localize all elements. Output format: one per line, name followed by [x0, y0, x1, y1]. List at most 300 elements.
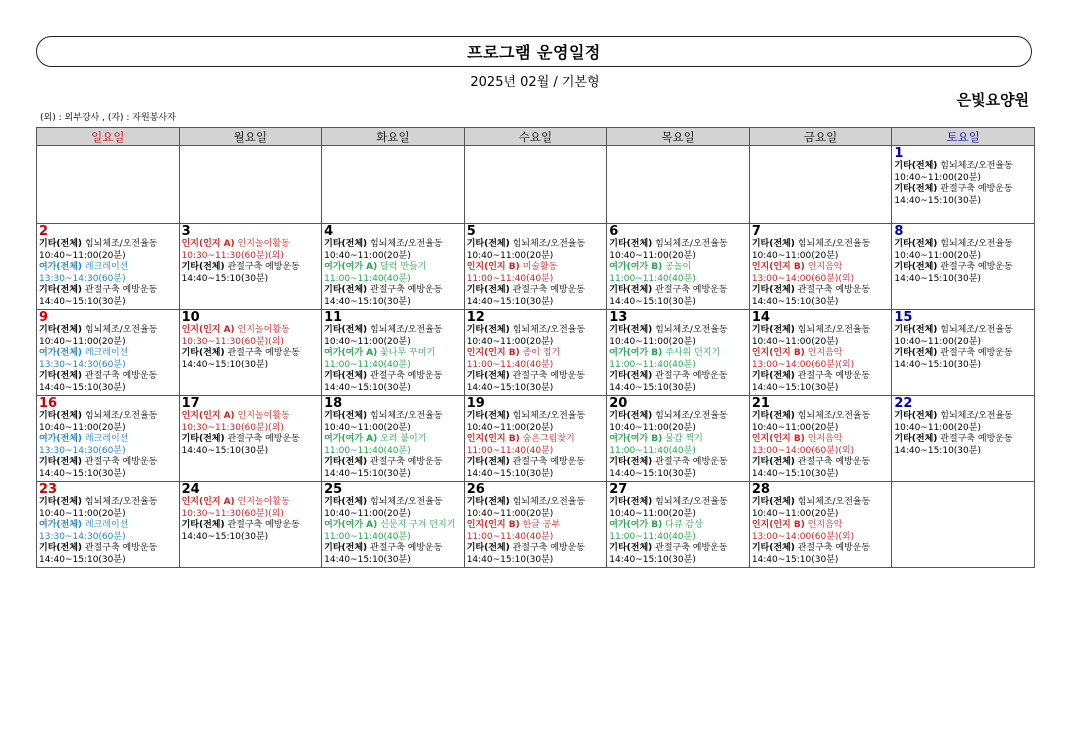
- event-category: 인지(인지 B): [751, 434, 805, 444]
- program-event: [894, 161, 1032, 184]
- event-name: 관절구축 예방운동: [84, 457, 158, 467]
- program-event: [894, 325, 1032, 348]
- event-time: 11:00~11:40(40분): [466, 359, 554, 370]
- event-time: 14:40~15:10(30분): [894, 195, 981, 206]
- program-event: [324, 371, 462, 394]
- event-time: 14:40~15:10(30분): [751, 296, 839, 307]
- event-name: 힘뇌체조/오전율동: [940, 239, 1013, 249]
- day-number: 9: [39, 310, 49, 325]
- event-name: 힘뇌체조/오전율동: [797, 325, 871, 335]
- event-time: 14:40~15:10(30분): [39, 468, 126, 479]
- event-name: 관절구축 예방운동: [797, 371, 871, 381]
- program-event: [894, 184, 1032, 207]
- event-name: 관절구축 예방운동: [655, 543, 728, 553]
- event-time: 10:30~11:30(60분)(외): [181, 250, 284, 261]
- event-time: 11:00~11:40(40분): [466, 531, 554, 542]
- program-event: [609, 239, 747, 262]
- event-category: 기타(전체): [181, 348, 225, 358]
- weekday-header-row: [37, 128, 1035, 146]
- program-event: [182, 434, 320, 457]
- program-event: [894, 411, 1032, 434]
- event-time: 14:40~15:10(30분): [894, 359, 981, 370]
- day-cell: [892, 310, 1035, 396]
- event-time: 10:40~11:00(20분): [894, 250, 981, 261]
- event-time: 10:40~11:00(20분): [609, 336, 696, 347]
- event-name: 오려 붙이기: [380, 434, 427, 444]
- program-event: [182, 325, 320, 348]
- event-time: 10:40~11:00(20분): [39, 250, 126, 261]
- program-event: [752, 520, 890, 543]
- day-cell: [607, 224, 750, 310]
- event-category: 기타(전체): [324, 239, 368, 249]
- weekday-header: 월요일: [179, 128, 322, 146]
- event-time: 14:40~15:10(30분): [466, 296, 554, 307]
- event-name: 관절구축 예방운동: [797, 543, 871, 553]
- program-event: [467, 348, 605, 371]
- event-category: 기타(전체): [609, 371, 653, 381]
- event-category: 인지(인지 B): [466, 520, 520, 530]
- day-number: 6: [609, 224, 619, 239]
- program-event: [467, 285, 605, 308]
- event-category: 기타(전체): [609, 457, 653, 467]
- day-cell: [749, 482, 892, 568]
- program-event: [609, 371, 747, 394]
- event-name: 힘뇌체조/오전율동: [655, 411, 728, 421]
- event-time: 14:40~15:10(30분): [39, 382, 126, 393]
- event-name: 인지놀이활동: [237, 325, 290, 335]
- day-number: 19: [466, 396, 485, 411]
- event-name: 관절구축 예방운동: [940, 434, 1013, 444]
- event-category: 기타(전체): [609, 497, 653, 507]
- event-time: 11:00~11:40(40분): [324, 445, 411, 456]
- event-time: 13:30~14:30(60분): [39, 445, 126, 456]
- program-event: [182, 348, 320, 371]
- event-category: 기타(전체): [751, 497, 795, 507]
- program-event: [182, 497, 320, 520]
- day-cell: [749, 310, 892, 396]
- program-event: [609, 543, 747, 566]
- event-name: 레크레이션: [84, 348, 129, 358]
- event-name: 한글 공부: [522, 520, 561, 530]
- event-time: 14:40~15:10(30분): [466, 468, 554, 479]
- program-event: [182, 520, 320, 543]
- program-event: [39, 325, 177, 348]
- day-number: 2: [39, 224, 49, 239]
- event-category: 기타(전체): [181, 434, 225, 444]
- event-time: 13:00~14:00(60분)(외): [751, 531, 855, 542]
- event-name: 힘뇌체조/오전율동: [512, 325, 586, 335]
- program-event: [609, 325, 747, 348]
- event-name: 레크레이션: [84, 262, 129, 272]
- event-name: 관절구축 예방운동: [370, 457, 443, 467]
- event-category: 여가(여가 B): [609, 262, 663, 272]
- weekday-header: 금요일: [749, 128, 892, 146]
- program-event: [182, 239, 320, 262]
- event-time: 10:40~11:00(20분): [609, 508, 696, 519]
- day-cell: [892, 146, 1035, 224]
- day-number: 1: [894, 146, 904, 161]
- event-time: 14:40~15:10(30분): [39, 554, 126, 565]
- day-cell: [37, 224, 180, 310]
- event-name: 관절구축 예방운동: [940, 348, 1013, 358]
- event-name: 인지놀이활동: [237, 497, 290, 507]
- event-time: 14:40~15:10(30분): [181, 531, 269, 542]
- program-event: [324, 411, 462, 434]
- empty-day-cell: [892, 482, 1035, 568]
- program-event: [467, 239, 605, 262]
- event-category: 기타(전체): [609, 543, 653, 553]
- event-time: 10:40~11:00(20분): [39, 336, 126, 347]
- event-name: 힘뇌체조/오전율동: [370, 497, 443, 507]
- day-number: 21: [751, 396, 770, 411]
- program-event: [609, 497, 747, 520]
- program-event: [609, 457, 747, 480]
- event-name: 힘뇌체조/오전율동: [655, 239, 728, 249]
- event-name: 힘뇌체조/오전율동: [370, 239, 443, 249]
- event-time: 14:40~15:10(30분): [324, 554, 411, 565]
- program-event: [39, 543, 177, 566]
- event-name: 관절구축 예방운동: [655, 457, 728, 467]
- program-event: [609, 411, 747, 434]
- event-time: 10:40~11:00(20분): [466, 250, 554, 261]
- day-cell: [37, 482, 180, 568]
- program-event: [609, 434, 747, 457]
- program-event: [752, 348, 890, 371]
- event-category: 기타(전체): [894, 239, 938, 249]
- program-event: [752, 262, 890, 285]
- day-cell: [179, 396, 322, 482]
- event-time: 13:00~14:00(60분)(외): [751, 445, 855, 456]
- event-category: 기타(전체): [609, 411, 653, 421]
- event-category: 기타(전체): [894, 184, 938, 194]
- event-category: 기타(전체): [466, 239, 510, 249]
- event-time: 13:30~14:30(60분): [39, 531, 126, 542]
- day-cell: [179, 310, 322, 396]
- event-category: 기타(전체): [466, 285, 510, 295]
- event-category: 기타(전체): [751, 371, 795, 381]
- event-category: 기타(전체): [324, 371, 368, 381]
- day-number: 28: [751, 482, 770, 497]
- event-category: 기타(전체): [39, 497, 83, 507]
- event-time: 10:30~11:30(60분)(외): [181, 508, 284, 519]
- event-time: 11:00~11:40(40분): [324, 531, 411, 542]
- day-number: 5: [466, 224, 476, 239]
- weekday-header: 토요일: [892, 128, 1035, 146]
- event-time: 14:40~15:10(30분): [609, 382, 696, 393]
- event-category: 기타(전체): [39, 239, 83, 249]
- program-event: [752, 239, 890, 262]
- event-category: 기타(전체): [466, 543, 510, 553]
- event-name: 주사위 던지기: [665, 348, 721, 358]
- event-name: 관절구축 예방운동: [655, 285, 728, 295]
- event-category: 여가(전체): [39, 262, 83, 272]
- event-name: 힘뇌체조/오전율동: [797, 411, 871, 421]
- day-number: 14: [751, 310, 770, 325]
- event-time: 10:30~11:30(60분)(외): [181, 336, 284, 347]
- event-time: 11:00~11:40(40분): [609, 359, 696, 370]
- program-event: [467, 497, 605, 520]
- day-cell: [749, 396, 892, 482]
- day-cell: [464, 224, 607, 310]
- event-name: 신문지 구겨 던지기: [380, 520, 456, 530]
- event-category: 인지(인지 B): [466, 348, 520, 358]
- event-name: 인지놀이활동: [237, 411, 290, 421]
- event-name: 종이 접기: [522, 348, 561, 358]
- page-title: 프로그램 운영일정: [36, 36, 1032, 67]
- program-event: [467, 457, 605, 480]
- day-cell: [464, 482, 607, 568]
- event-name: 힘뇌체조/오전율동: [655, 497, 728, 507]
- event-name: 관절구축 예방운동: [84, 371, 158, 381]
- week-row: [37, 396, 1035, 482]
- empty-day-cell: [322, 146, 465, 224]
- event-category: 기타(전체): [609, 325, 653, 335]
- event-time: 13:30~14:30(60분): [39, 273, 126, 284]
- weekday-header: 일요일: [37, 128, 180, 146]
- event-time: 13:00~14:00(60분)(외): [751, 359, 855, 370]
- day-cell: [892, 396, 1035, 482]
- event-time: 11:00~11:40(40분): [609, 531, 696, 542]
- event-time: 14:40~15:10(30분): [466, 554, 554, 565]
- event-name: 힘뇌체조/오전율동: [797, 497, 871, 507]
- weekday-header: 목요일: [607, 128, 750, 146]
- day-number: 15: [894, 310, 913, 325]
- program-event: [894, 262, 1032, 285]
- program-event: [752, 497, 890, 520]
- program-event: [324, 434, 462, 457]
- day-number: 26: [466, 482, 485, 497]
- event-category: 기타(전체): [466, 371, 510, 381]
- calendar-table: [36, 127, 1035, 568]
- day-cell: [464, 396, 607, 482]
- program-event: [467, 325, 605, 348]
- event-time: 14:40~15:10(30분): [894, 445, 981, 456]
- program-event: [324, 348, 462, 371]
- event-category: 기타(전체): [39, 371, 83, 381]
- event-name: 레크레이션: [84, 434, 129, 444]
- event-name: 힘뇌체조/오전율동: [512, 497, 586, 507]
- event-time: 13:00~14:00(60분)(외): [751, 273, 855, 284]
- day-cell: [607, 396, 750, 482]
- event-name: 힘뇌체조/오전율동: [370, 411, 443, 421]
- program-event: [467, 262, 605, 285]
- event-category: 기타(전체): [751, 325, 795, 335]
- program-event: [752, 543, 890, 566]
- program-event: [467, 543, 605, 566]
- event-time: 11:00~11:40(40분): [324, 359, 411, 370]
- day-cell: [179, 224, 322, 310]
- program-event: [467, 371, 605, 394]
- event-category: 기타(전체): [894, 348, 938, 358]
- calendar-body: [37, 146, 1035, 568]
- day-number: 27: [609, 482, 628, 497]
- event-category: 여가(여가 B): [609, 434, 663, 444]
- event-category: 여가(전체): [39, 434, 83, 444]
- program-event: [182, 262, 320, 285]
- event-category: 기타(전체): [324, 285, 368, 295]
- event-time: 10:40~11:00(20분): [466, 336, 554, 347]
- event-name: 공놀이: [665, 262, 692, 272]
- day-number: 10: [181, 310, 200, 325]
- event-time: 14:40~15:10(30분): [324, 382, 411, 393]
- event-name: 관절구축 예방운동: [227, 434, 300, 444]
- event-time: 13:30~14:30(60분): [39, 359, 126, 370]
- event-time: 14:40~15:10(30분): [324, 296, 411, 307]
- event-name: 관절구축 예방운동: [512, 285, 585, 295]
- week-row: [37, 310, 1035, 396]
- program-event: [609, 262, 747, 285]
- day-cell: [322, 310, 465, 396]
- day-cell: [322, 482, 465, 568]
- program-event: [467, 434, 605, 457]
- event-category: 기타(전체): [39, 285, 83, 295]
- legend-note: (외) : 외부강사 , (자) : 자원봉사자: [40, 113, 176, 123]
- event-name: 관절구축 예방운동: [227, 520, 300, 530]
- event-name: 인지음악: [807, 520, 843, 530]
- day-number: 18: [324, 396, 343, 411]
- event-category: 기타(전체): [894, 325, 938, 335]
- program-event: [182, 411, 320, 434]
- empty-day-cell: [179, 146, 322, 224]
- event-name: 관절구축 예방운동: [370, 543, 443, 553]
- event-time: 14:40~15:10(30분): [181, 359, 269, 370]
- event-name: 관절구축 예방운동: [797, 285, 871, 295]
- event-time: 11:00~11:40(40분): [324, 273, 411, 284]
- day-cell: [749, 224, 892, 310]
- event-category: 기타(전체): [324, 497, 368, 507]
- day-number: 22: [894, 396, 913, 411]
- program-event: [752, 285, 890, 308]
- day-cell: [607, 482, 750, 568]
- event-category: 기타(전체): [181, 262, 225, 272]
- event-category: 인지(인지 A): [181, 239, 235, 249]
- event-name: 힘뇌체조/오전율동: [84, 411, 158, 421]
- day-number: 4: [324, 224, 334, 239]
- event-name: 관절구축 예방운동: [940, 184, 1013, 194]
- schedule-subtitle: 2025년 02월 / 기본형: [470, 75, 600, 90]
- event-time: 14:40~15:10(30분): [181, 273, 269, 284]
- event-name: 관절구축 예방운동: [512, 457, 585, 467]
- event-category: 기타(전체): [751, 457, 795, 467]
- event-name: 레크레이션: [84, 520, 129, 530]
- event-time: 14:40~15:10(30분): [609, 296, 696, 307]
- event-time: 11:00~11:40(40분): [609, 273, 696, 284]
- event-category: 기타(전체): [39, 411, 83, 421]
- event-name: 관절구축 예방운동: [797, 457, 871, 467]
- day-number: 23: [39, 482, 58, 497]
- program-event: [39, 285, 177, 308]
- event-category: 기타(전체): [181, 520, 225, 530]
- day-cell: [179, 482, 322, 568]
- event-time: 14:40~15:10(30분): [609, 468, 696, 479]
- event-time: 10:40~11:00(20분): [751, 422, 839, 433]
- program-event: [39, 434, 177, 457]
- event-category: 인지(인지 B): [751, 262, 805, 272]
- event-time: 11:00~11:40(40분): [466, 273, 554, 284]
- program-event: [609, 348, 747, 371]
- event-category: 기타(전체): [894, 262, 938, 272]
- program-event: [39, 348, 177, 371]
- event-category: 인지(인지 A): [181, 411, 235, 421]
- event-time: 10:40~11:00(20분): [466, 422, 554, 433]
- event-category: 기타(전체): [751, 543, 795, 553]
- event-category: 기타(전체): [39, 325, 83, 335]
- event-time: 10:40~11:00(20분): [609, 250, 696, 261]
- event-name: 꽃나무 꾸미기: [380, 348, 436, 358]
- event-name: 다큐 감상: [665, 520, 703, 530]
- program-event: [324, 497, 462, 520]
- week-row: [37, 146, 1035, 224]
- event-name: 관절구축 예방운동: [370, 371, 443, 381]
- event-time: 10:40~11:00(20분): [39, 508, 126, 519]
- event-time: 10:40~11:00(20분): [751, 508, 839, 519]
- event-category: 기타(전체): [466, 411, 510, 421]
- week-row: [37, 224, 1035, 310]
- event-name: 힘뇌체조/오전율동: [512, 411, 586, 421]
- program-event: [324, 262, 462, 285]
- program-event: [324, 520, 462, 543]
- event-time: 10:40~11:00(20분): [324, 250, 411, 261]
- day-cell: [37, 396, 180, 482]
- program-event: [39, 239, 177, 262]
- program-event: [894, 348, 1032, 371]
- event-time: 14:40~15:10(30분): [751, 554, 839, 565]
- program-event: [324, 285, 462, 308]
- event-name: 관절구축 예방운동: [940, 262, 1013, 272]
- event-category: 인지(인지 B): [466, 434, 520, 444]
- program-event: [39, 411, 177, 434]
- event-category: 인지(인지 A): [181, 325, 235, 335]
- event-name: 달력 만들기: [380, 262, 427, 272]
- event-time: 14:40~15:10(30분): [181, 445, 269, 456]
- event-category: 기타(전체): [324, 457, 368, 467]
- event-name: 관절구축 예방운동: [512, 371, 585, 381]
- day-cell: [322, 396, 465, 482]
- event-time: 14:40~15:10(30분): [751, 468, 839, 479]
- event-time: 10:40~11:00(20분): [894, 172, 981, 183]
- day-number: 13: [609, 310, 628, 325]
- event-category: 기타(전체): [466, 457, 510, 467]
- event-name: 힘뇌체조/오전율동: [512, 239, 586, 249]
- program-event: [324, 543, 462, 566]
- weekday-header: 수요일: [464, 128, 607, 146]
- program-event: [894, 239, 1032, 262]
- event-time: 14:40~15:10(30분): [466, 382, 554, 393]
- event-name: 관절구축 예방운동: [227, 348, 300, 358]
- event-name: 힘뇌체조/오전율동: [370, 325, 443, 335]
- day-cell: [892, 224, 1035, 310]
- day-number: 12: [466, 310, 485, 325]
- event-name: 인지음악: [807, 434, 843, 444]
- event-category: 기타(전체): [466, 497, 510, 507]
- program-event: [39, 497, 177, 520]
- event-category: 기타(전체): [324, 325, 368, 335]
- program-event: [467, 411, 605, 434]
- event-category: 여가(전체): [39, 520, 83, 530]
- event-name: 힘뇌체조/오전율동: [84, 325, 158, 335]
- event-name: 힘뇌체조/오전율동: [940, 411, 1013, 421]
- event-name: 힘뇌체조/오전율동: [797, 239, 871, 249]
- event-category: 기타(전체): [39, 543, 83, 553]
- event-category: 기타(전체): [894, 434, 938, 444]
- event-category: 기타(전체): [609, 285, 653, 295]
- program-event: [324, 457, 462, 480]
- event-name: 인지놀이활동: [237, 239, 290, 249]
- event-name: 관절구축 예방운동: [227, 262, 300, 272]
- program-event: [39, 457, 177, 480]
- event-name: 인지음악: [807, 262, 843, 272]
- event-time: 10:40~11:00(20분): [751, 250, 839, 261]
